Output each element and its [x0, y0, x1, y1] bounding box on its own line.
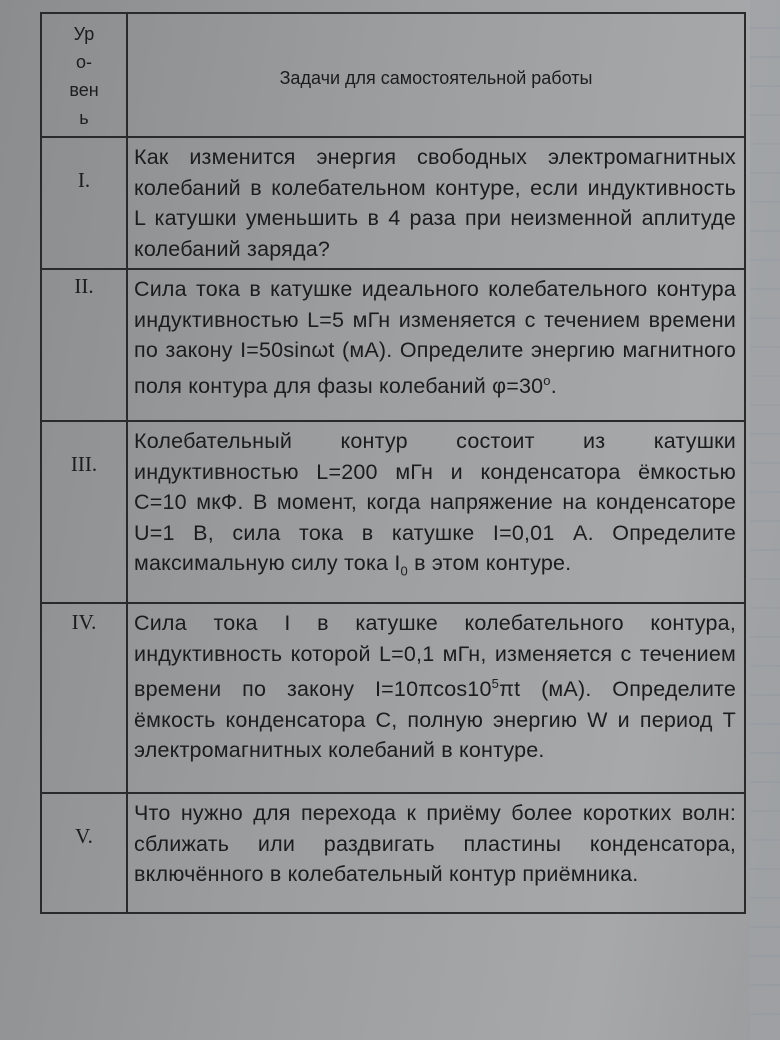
level-cell: III. [41, 421, 127, 603]
task-text [127, 421, 745, 603]
level-header-line: Ур [73, 24, 95, 44]
task-text-part: Сила тока I в катушке колебательного контура, индуктивность которой L=0,1 мГн, изменяется с течением времени по закону I=10πcos10 [134, 611, 736, 702]
tasks-table [40, 12, 746, 914]
level-header-line: о- [75, 52, 92, 72]
level-column-header [41, 13, 127, 137]
table-header-row [41, 13, 745, 137]
notebook-page-edge [750, 0, 780, 1040]
task-text: Что нужно для перехода к приёму более коротких волн: сближать или раздвигать пластины конденсатора, включённого в колебательный контур приёмника. [127, 793, 745, 913]
table-row [41, 269, 745, 421]
task-text-part: . [550, 373, 557, 398]
table-row [41, 603, 745, 793]
current-subscript: 0 [400, 563, 408, 579]
table-row [41, 137, 745, 269]
table-row [41, 793, 745, 913]
power-superscript: 5 [491, 676, 500, 691]
level-header-line: ь [79, 108, 89, 128]
task-text-part: в этом контуре. [407, 551, 572, 575]
task-text: Как изменится энергия свободных электромагнитных колебаний в колебательном контуре, если индуктивность L катушки уменьшить в 4 раза при неизменной аплитуде колебаний заряда? [127, 137, 745, 269]
level-header-line: вен [69, 80, 99, 100]
table-row [41, 421, 745, 603]
task-sheet [40, 12, 746, 914]
tasks-column-header: Задачи для самостоятельной работы [127, 13, 745, 137]
level-cell: I. [41, 137, 127, 269]
degree-superscript: o [543, 372, 551, 388]
task-text-part: Колебательный контур состоит из катушки индуктивностью L=200 мГн и конденсатора ёмкостью C=10 мкФ. В момент, когда напряжение на конденсаторе U=1 В, сила тока в катушке I=0,01 А. Определите максимальную силу тока I [134, 429, 736, 575]
task-text [127, 603, 745, 793]
task-text-part: Сила тока в катушке идеального колебательного контура индуктивностью L=5 мГн изменяется с течением времени по закону I=50sinωt (мА). Определите энергию магнитного поля контура для фазы колебаний φ=30 [134, 277, 736, 398]
level-cell: V. [41, 793, 127, 913]
level-cell: II. [41, 269, 127, 421]
task-text [127, 269, 745, 421]
task-text-part: πt (мА). Определите ёмкость конденсатора C, полную энергию W и период T электромагнитных колебаний в контуре. [134, 677, 736, 763]
level-cell: IV. [41, 603, 127, 793]
